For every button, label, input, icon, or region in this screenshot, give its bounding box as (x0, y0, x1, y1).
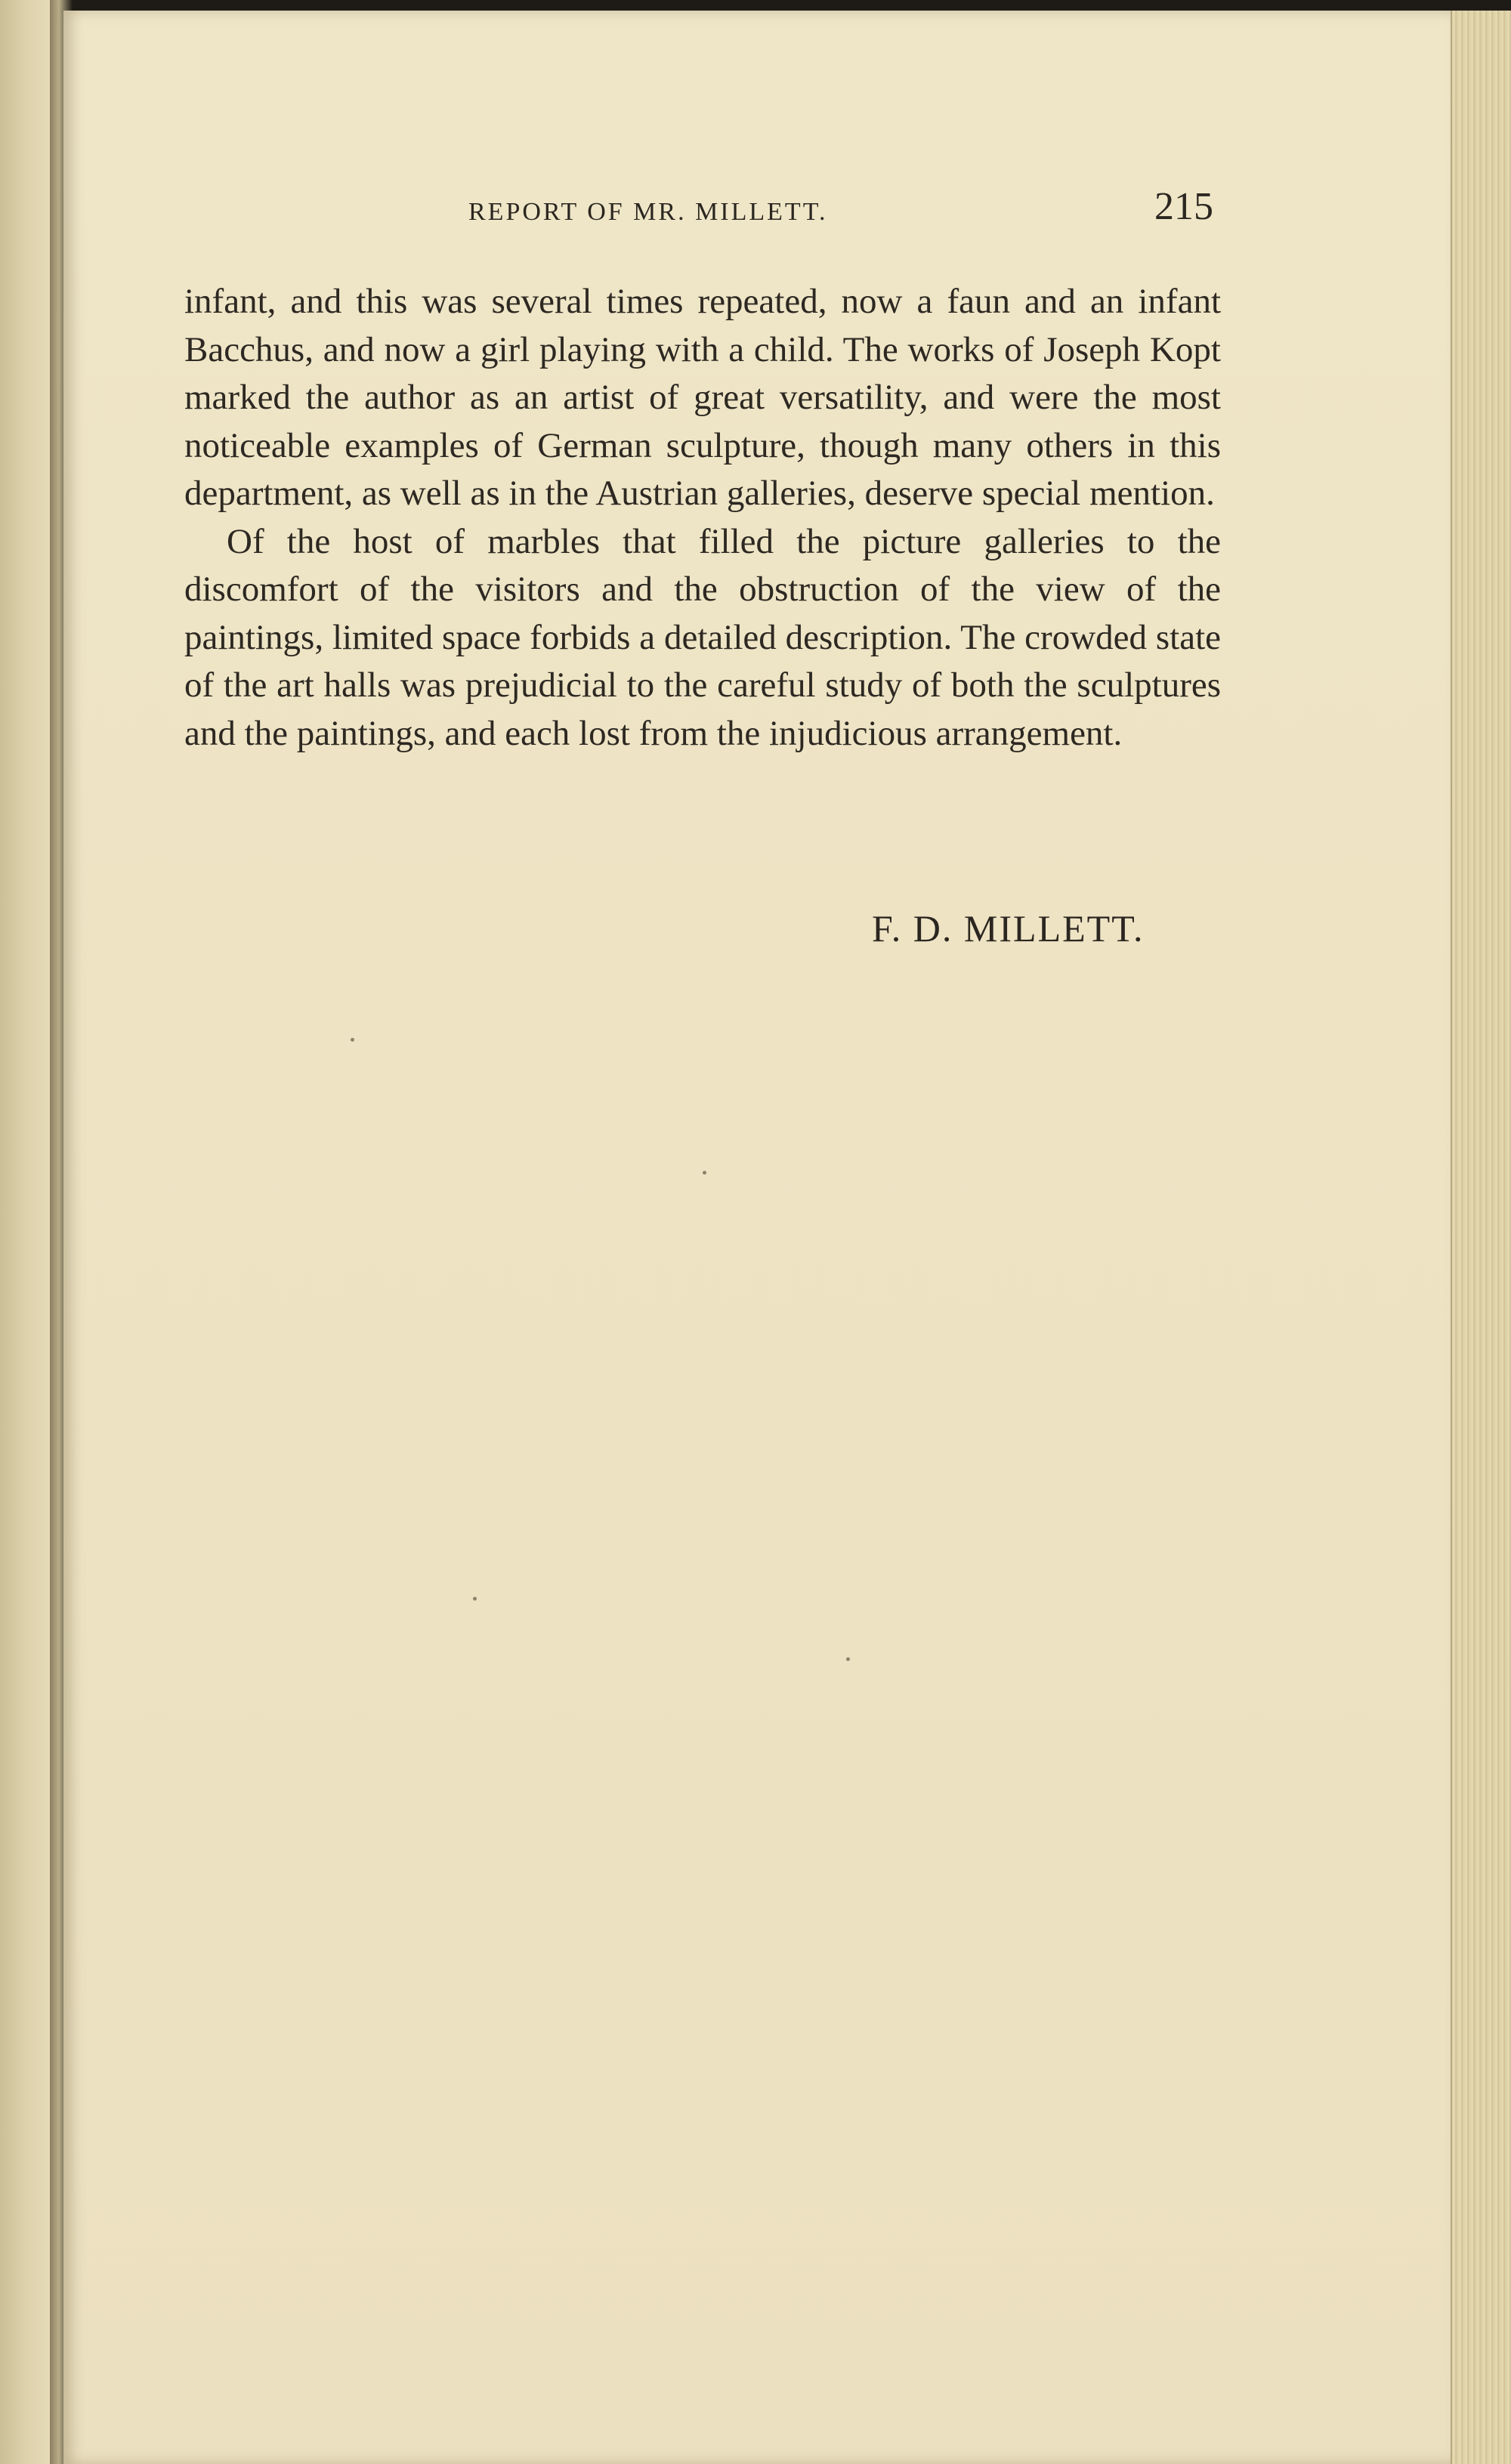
paper-speck (351, 1038, 354, 1042)
page-number: 215 (1154, 185, 1213, 228)
paper-speck (703, 1171, 706, 1175)
page-edges-stack (1451, 11, 1511, 2464)
paragraph: infant, and this was several times repeated, now a faun and an infant Bacchus, and now a girl playing with a child. The works of Joseph Kopt marked the author as an artist of great versatility, and were the most noticeable examples of German sculpture, though many others in this department, as well as in the Austrian galleries, deserve special mention. (184, 282, 1221, 513)
running-head: REPORT OF MR. MILLETT. (468, 198, 828, 226)
paragraph: Of the host of marbles that filled the picture galleries to the discomfort of the visitors and the obstruction of the view of the paintings, limited space forbids a detailed description. The crowded state of the art halls was prejudicial to the careful study of both the sculptures and the paintings, and each lost from the injudicious arrangement. (184, 521, 1221, 753)
body-text (184, 278, 1221, 758)
paper-speck (473, 1597, 477, 1601)
signature: F. D. MILLETT. (872, 907, 1145, 949)
paper-speck (846, 1657, 850, 1661)
